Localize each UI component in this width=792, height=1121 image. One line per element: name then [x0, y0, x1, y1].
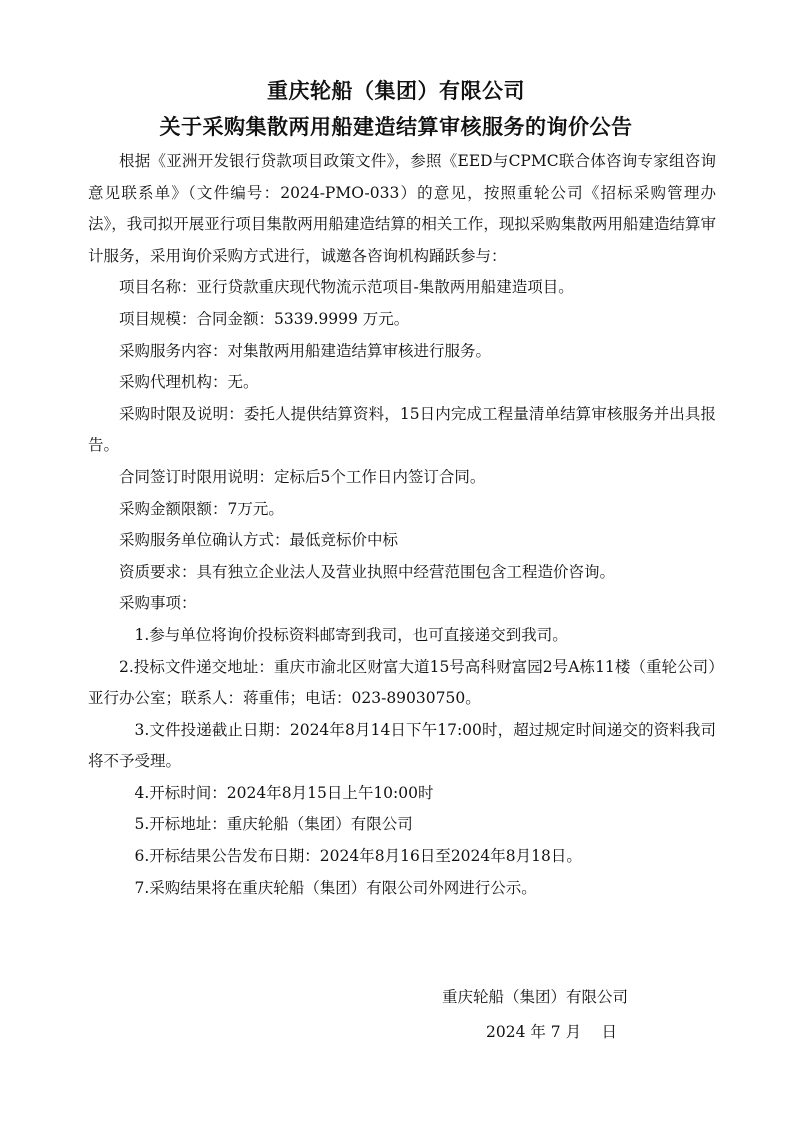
project-scale: 项目规模：合同金额：5339.9999 万元。 — [119, 309, 410, 328]
company-title: 重庆轮船（集团）有限公司 — [267, 79, 525, 103]
contract-signing: 合同签订时限用说明：定标后5个工作日内签订合同。 — [119, 467, 486, 486]
intro-paragraph: 根据《亚洲开发银行贷款项目政策文件》，参照《EED与CPMC联合体咨询专家组咨询意见联系单》（文件编号：2024-PMO-033）的意见，按照重轮公司《招标采购管理办法》，我司拟开展亚行项目集散两用船建造结算的相关工作，现拟采购集散两用船建造结算审计服务，采用询价采购方式进行，诚邀各咨询机构踊跃参与： — [88, 152, 716, 265]
notice-body — [88, 146, 716, 904]
signature-company: 重庆轮船（集团）有限公司 — [442, 988, 629, 1006]
project-name: 项目名称：亚行贷款重庆现代物流示范项目-集散两用船建造项目。 — [119, 278, 574, 297]
matter-item: 1.参与单位将询价投标资料邮寄到我司，也可直接递交到我司。 — [134, 625, 568, 644]
matter-item: 5.开标地址：重庆轮船（集团）有限公司 — [134, 815, 413, 834]
notice-title: 关于采购集散两用船建造结算审核服务的询价公告 — [159, 115, 633, 139]
matter-item: 2.投标文件递交地址：重庆市渝北区财富大道15号高科财富园2号A栋11楼（重轮公司）亚行办公室；联系人：蒋重伟；电话：023-89030750。 — [88, 657, 716, 708]
matter-item: 3.文件投递截止日期：2024年8月14日下午17:00时，超过规定时间递交的资料我司将不予受理。 — [88, 720, 716, 771]
matter-item: 4.开标时间：2024年8月15日上午10:00时 — [134, 783, 434, 802]
matter-item: 7.采购结果将在重庆轮船（集团）有限公司外网进行公示。 — [134, 878, 537, 897]
time-limit: 采购时限及说明：委托人提供结算资料，15日内完成工程量清单结算审核服务并出具报告。 — [88, 404, 716, 455]
signature-date: 2024 年 7 月 日 — [486, 1023, 618, 1041]
procurement-agency: 采购代理机构：无。 — [119, 373, 259, 392]
matter-item: 6.开标结果公告发布日期：2024年8月16日至2024年8月18日。 — [134, 847, 582, 866]
service-content: 采购服务内容：对集散两用船建造结算审核进行服务。 — [119, 341, 492, 360]
matters-heading: 采购事项： — [119, 594, 197, 613]
confirm-method: 采购服务单位确认方式：最低竞标价中标 — [119, 531, 399, 550]
qualification: 资质要求：具有独立企业法人及营业执照中经营范围包含工程造价咨询。 — [119, 562, 616, 581]
amount-limit: 采购金额限额：7万元。 — [119, 499, 284, 518]
